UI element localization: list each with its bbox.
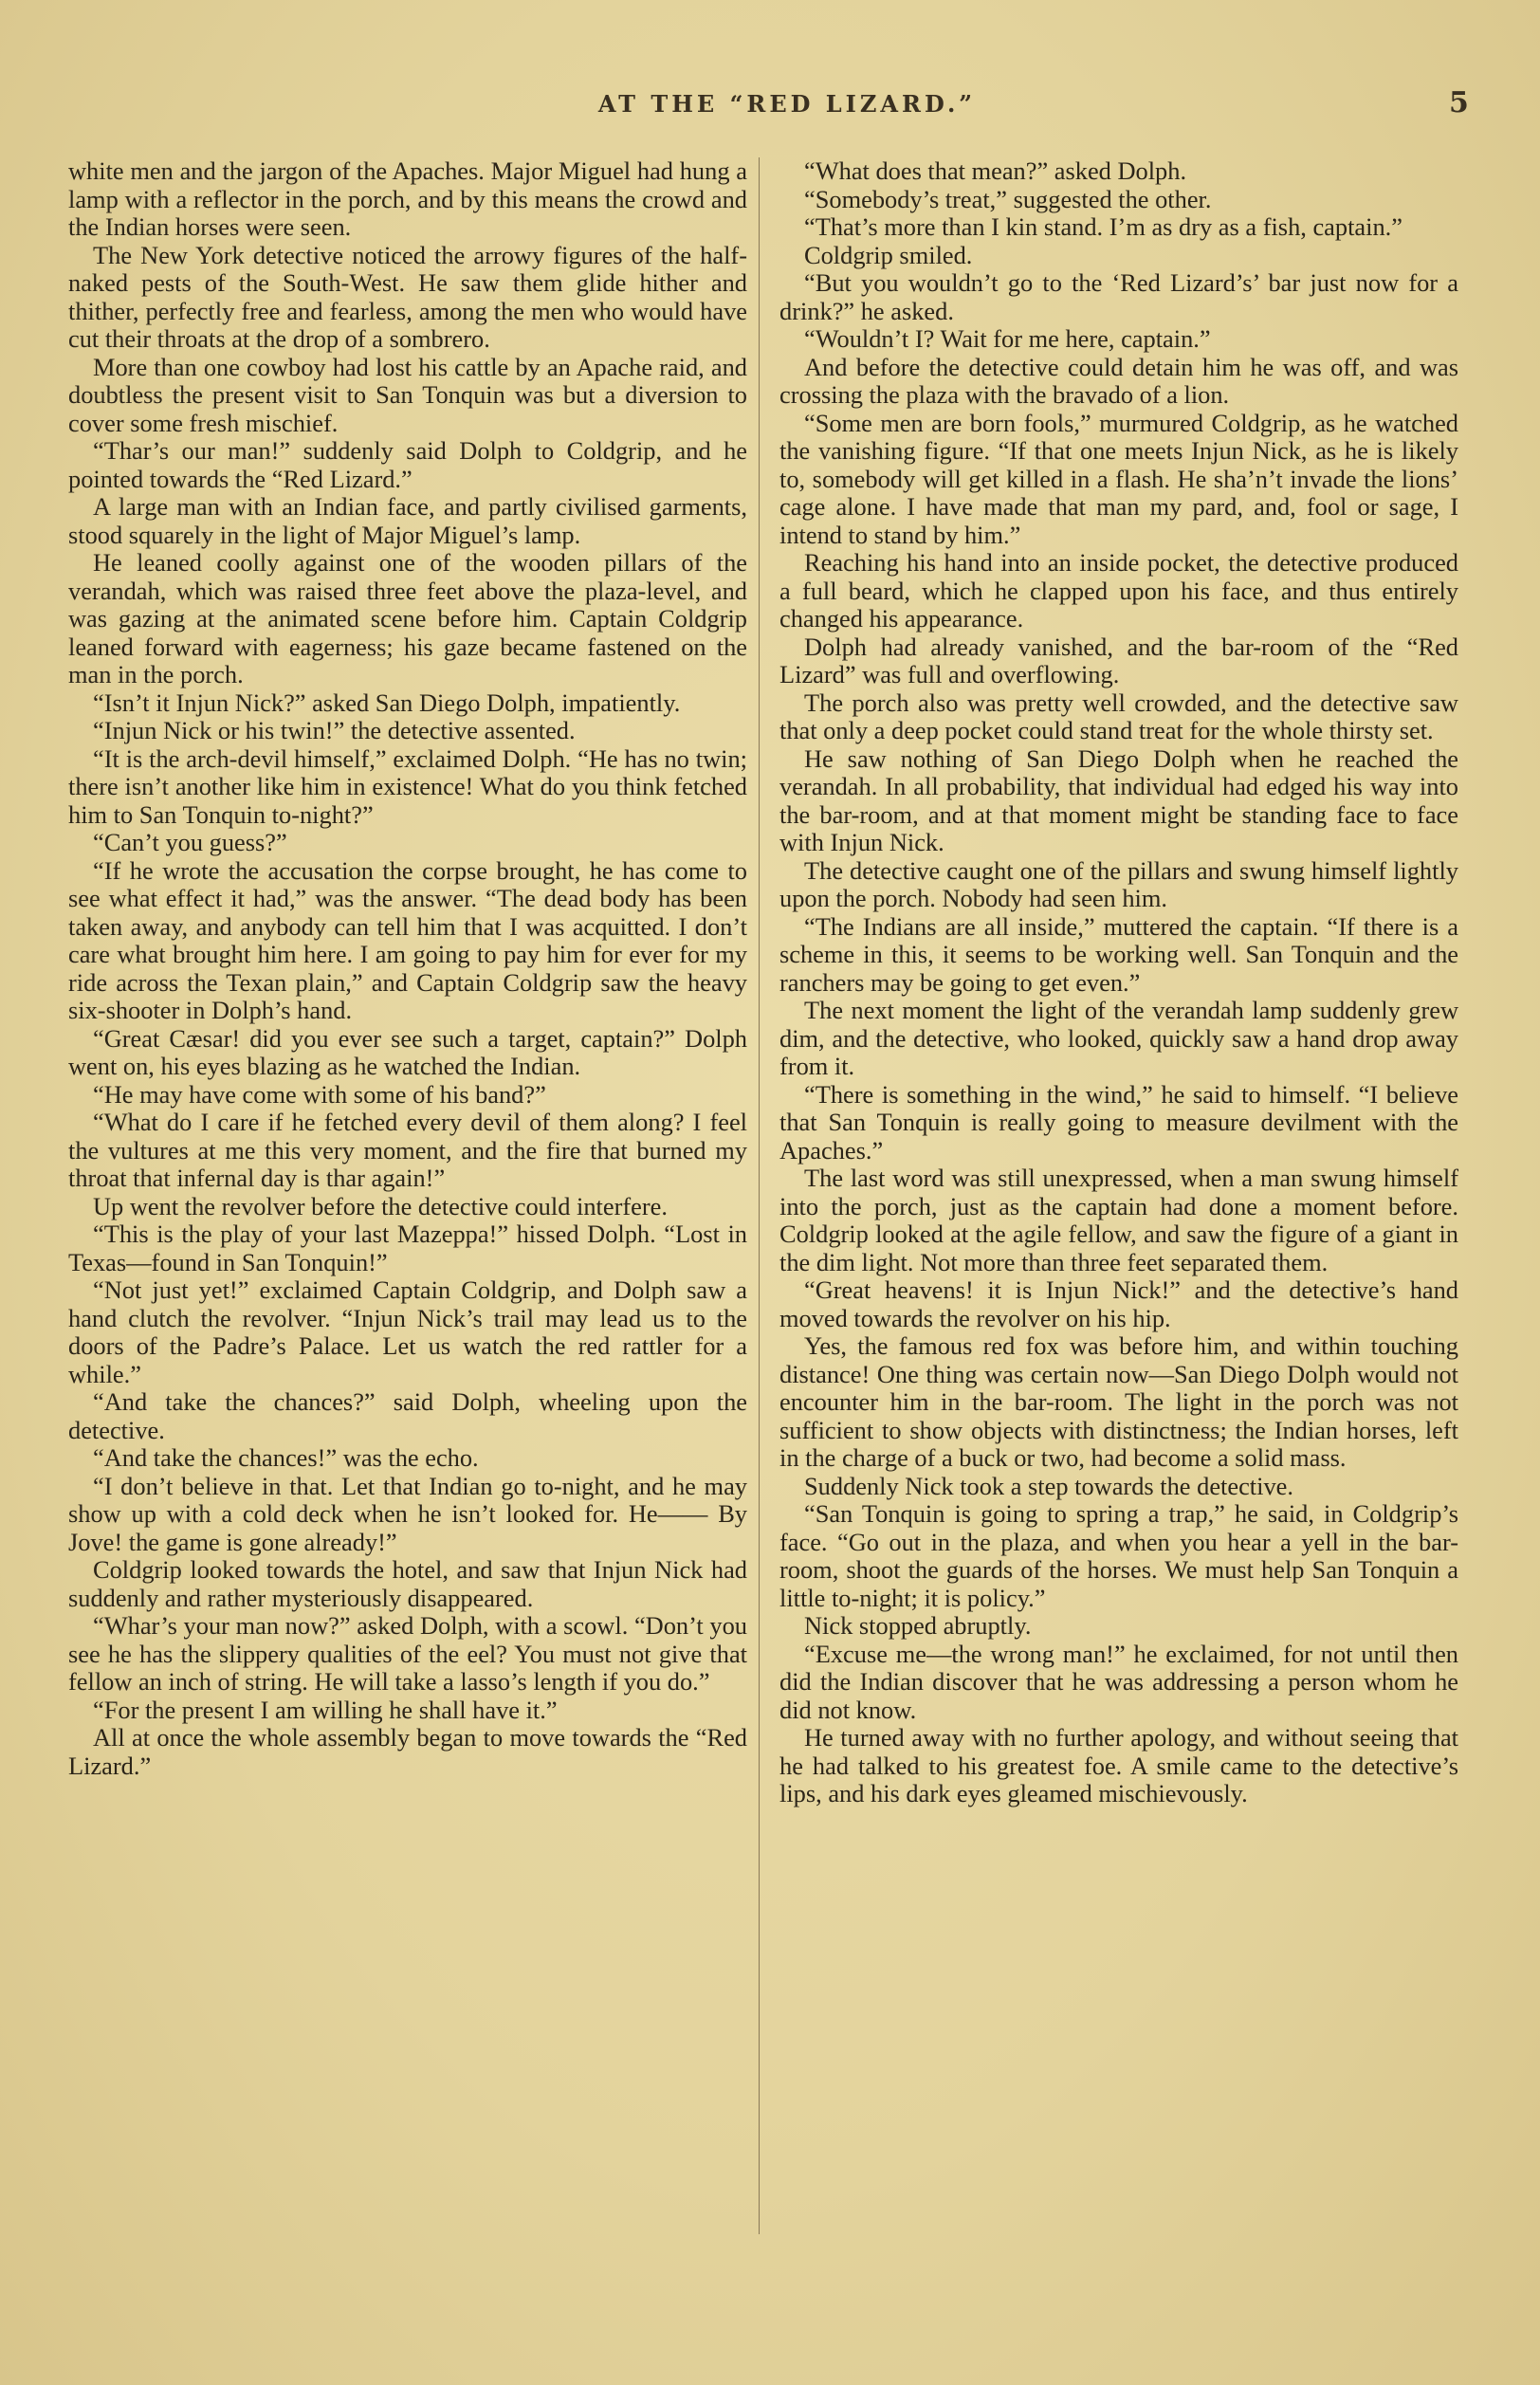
running-header bbox=[0, 86, 1540, 128]
paragraph: “Not just yet!” exclaimed Captain Coldgrip, and Dolph saw a hand clutch the revolver. “Injun Nick’s trail may lead us to the doors of the Padre’s Palace. Let us watch the red rattler for a while.” bbox=[68, 1275, 747, 1388]
paragraph: Coldgrip smiled. bbox=[804, 240, 973, 269]
paragraph: “Whar’s your man now?” asked Dolph, with a scowl. “Don’t you see he has the slippery qualities of the eel? You must not give that fellow an inch of string. He will take a lasso’s length if you do.” bbox=[68, 1611, 747, 1696]
paragraph: The last word was still unexpressed, when a man swung himself into the porch, just as the captain had done a moment before. Coldgrip looked at the agile fellow, and saw the figure of a giant in the dim light. Not more than three feet separated them. bbox=[779, 1164, 1458, 1276]
paragraph: “That’s more than I kin stand. I’m as dry as a fish, captain.” bbox=[804, 212, 1402, 241]
paragraph: “Can’t you guess?” bbox=[93, 828, 287, 856]
paragraph: “What do I care if he fetched every devil of them along? I feel the vultures at me this very moment, and the fire that burned my throat that infernal day is thar again!” bbox=[68, 1108, 747, 1192]
paragraph: Dolph had already vanished, and the bar-room of the “Red Lizard” was full and overflowing. bbox=[779, 632, 1458, 688]
paragraph: Up went the revolver before the detective could interfere. bbox=[93, 1191, 668, 1220]
running-title: AT THE “RED LIZARD.” bbox=[597, 90, 977, 118]
paragraph: “What does that mean?” asked Dolph. bbox=[804, 156, 1187, 185]
right-column bbox=[779, 157, 1458, 1808]
paragraph: “Great heavens! it is Injun Nick!” and the detective’s hand moved towards the revolver on his hip. bbox=[779, 1275, 1458, 1332]
paragraph: “Injun Nick or his twin!” the detective assented. bbox=[93, 716, 576, 744]
paragraph: The New York detective noticed the arrowy figures of the half-naked pests of the South-West. He saw them glide hither and thither, perfectly free and fearless, among the men who would have cut their throats at the drop of a sombrero. bbox=[68, 240, 747, 353]
paragraph: A large man with an Indian face, and partly civilised garments, stood squarely in the light of Major Miguel’s lamp. bbox=[68, 492, 747, 549]
paragraph: “This is the play of your last Mazeppa!” hissed Dolph. “Lost in Texas—found in San Tonquin!” bbox=[68, 1220, 747, 1276]
paragraph: “But you wouldn’t go to the ‘Red Lizard’s’ bar just now for a drink?” he asked. bbox=[779, 268, 1458, 325]
page-number: 5 bbox=[1449, 86, 1469, 119]
paragraph: He turned away with no further apology, and without seeing that he had talked to his greatest foe. A smile came to the detective’s lips, and his dark eyes gleamed mischievously. bbox=[779, 1723, 1458, 1807]
left-column bbox=[68, 157, 747, 1780]
paragraph: The porch also was pretty well crowded, and the detective saw that only a deep pocket could stand treat for the whole thirsty set. bbox=[779, 688, 1458, 744]
paragraph: Suddenly Nick took a step towards the detective. bbox=[804, 1471, 1293, 1500]
paragraph: “And take the chances?” said Dolph, wheeling upon the detective. bbox=[68, 1387, 747, 1444]
paragraph: Nick stopped abruptly. bbox=[804, 1611, 1032, 1640]
paragraph: white men and the jargon of the Apaches. Major Miguel had hung a lamp with a reflector in the porch, and by this means the crowd and the Indian horses were seen. bbox=[68, 156, 747, 241]
paragraph: “If he wrote the accusation the corpse brought, he has come to see what effect it had,” was the answer. “The dead body has been taken away, and anybody can tell him that I was acquitted. I don’t care what brought him here. I am going to pay him for ever for my ride across the Texan plain,” and Captain Coldgrip saw the heavy six-shooter in Dolph’s hand. bbox=[68, 855, 747, 1024]
paragraph: He saw nothing of San Diego Dolph when he reached the verandah. In all probability, that individual had edged his way into the bar-room, and at that moment might be standing face to face with Injun Nick. bbox=[779, 743, 1458, 856]
paragraph: “I don’t believe in that. Let that Indian go to-night, and he may show up with a cold deck when he isn’t looked for. He—— By Jove! the game is gone already!” bbox=[68, 1471, 747, 1556]
paragraph: “For the present I am willing he shall have it.” bbox=[93, 1695, 558, 1724]
paragraph: “And take the chances!” was the echo. bbox=[93, 1443, 479, 1472]
paragraph: Reaching his hand into an inside pocket, the detective produced a full beard, which he clapped upon his face, and thus entirely changed his appearance. bbox=[779, 548, 1458, 633]
paragraph: The detective caught one of the pillars and swung himself lightly upon the porch. Nobody had seen him. bbox=[779, 855, 1458, 912]
paragraph: He leaned coolly against one of the wooden pillars of the verandah, which was raised three feet above the plaza-level, and was gazing at the animated scene before him. Captain Coldgrip leaned forward with eagerness; his gaze became fastened on the man in the porch. bbox=[68, 548, 747, 688]
column-divider bbox=[759, 157, 760, 2234]
paragraph: “Wouldn’t I? Wait for me here, captain.” bbox=[804, 324, 1211, 353]
paragraph: And before the detective could detain him he was off, and was crossing the plaza with the bravado of a lion. bbox=[779, 352, 1458, 409]
paragraph: “Excuse me—the wrong man!” he exclaimed, for not until then did the Indian discover that he was addressing a person whom he did not know. bbox=[779, 1639, 1458, 1724]
paragraph: Yes, the famous red fox was before him, and within touching distance! One thing was certain now—San Diego Dolph would not encounter him in the bar-room. The light in the porch was not sufficient to show objects with distinctness; the Indian horses, left in the charge of a buck or two, had become a solid mass. bbox=[779, 1331, 1458, 1472]
paragraph: The next moment the light of the verandah lamp suddenly grew dim, and the detective, who looked, quickly saw a hand drop away from it. bbox=[779, 996, 1458, 1080]
paragraph: “He may have come with some of his band?” bbox=[93, 1079, 546, 1109]
paragraph: “Somebody’s treat,” suggested the other. bbox=[804, 184, 1212, 213]
paragraph: “It is the arch-devil himself,” exclaimed Dolph. “He has no twin; there isn’t another like him in existence! What do you think fetched him to San Tonquin to-night?” bbox=[68, 743, 747, 829]
paragraph: “San Tonquin is going to spring a trap,” he said, in Coldgrip’s face. “Go out in the plaza, and when you hear a yell in the bar-room, shoot the guards of the horses. We must help San Tonquin a little to-night; it is policy.” bbox=[779, 1499, 1458, 1612]
paragraph: “There is something in the wind,” he said to himself. “I believe that San Tonquin is really going to measure devilment with the Apaches.” bbox=[779, 1079, 1458, 1165]
paragraph: “Isn’t it Injun Nick?” asked San Diego Dolph, impatiently. bbox=[93, 688, 681, 717]
paragraph: “Some men are born fools,” murmured Coldgrip, as he watched the vanishing figure. “If that one meets Injun Nick, as he is likely to, somebody will get killed in a flash. He sha’n’t invade the lions’ cage alone. I have made that man my pard, and, fool or sage, I intend to stand by him.” bbox=[779, 408, 1458, 549]
paragraph: “The Indians are all inside,” muttered the captain. “If there is a scheme in this, it seems to be working well. San Tonquin and the ranchers may be going to get even.” bbox=[779, 911, 1458, 997]
paragraph: All at once the whole assembly began to move towards the “Red Lizard.” bbox=[68, 1723, 747, 1780]
paragraph: “Thar’s our man!” suddenly said Dolph to Coldgrip, and he pointed towards the “Red Lizard.” bbox=[68, 436, 747, 493]
paragraph: Coldgrip looked towards the hotel, and saw that Injun Nick had suddenly and rather mysteriously disappeared. bbox=[68, 1555, 747, 1612]
paragraph: “Great Cæsar! did you ever see such a target, captain?” Dolph went on, his eyes blazing as he watched the Indian. bbox=[68, 1023, 747, 1080]
paragraph: More than one cowboy had lost his cattle by an Apache raid, and doubtless the present visit to San Tonquin was but a diversion to cover some fresh mischief. bbox=[68, 352, 747, 437]
